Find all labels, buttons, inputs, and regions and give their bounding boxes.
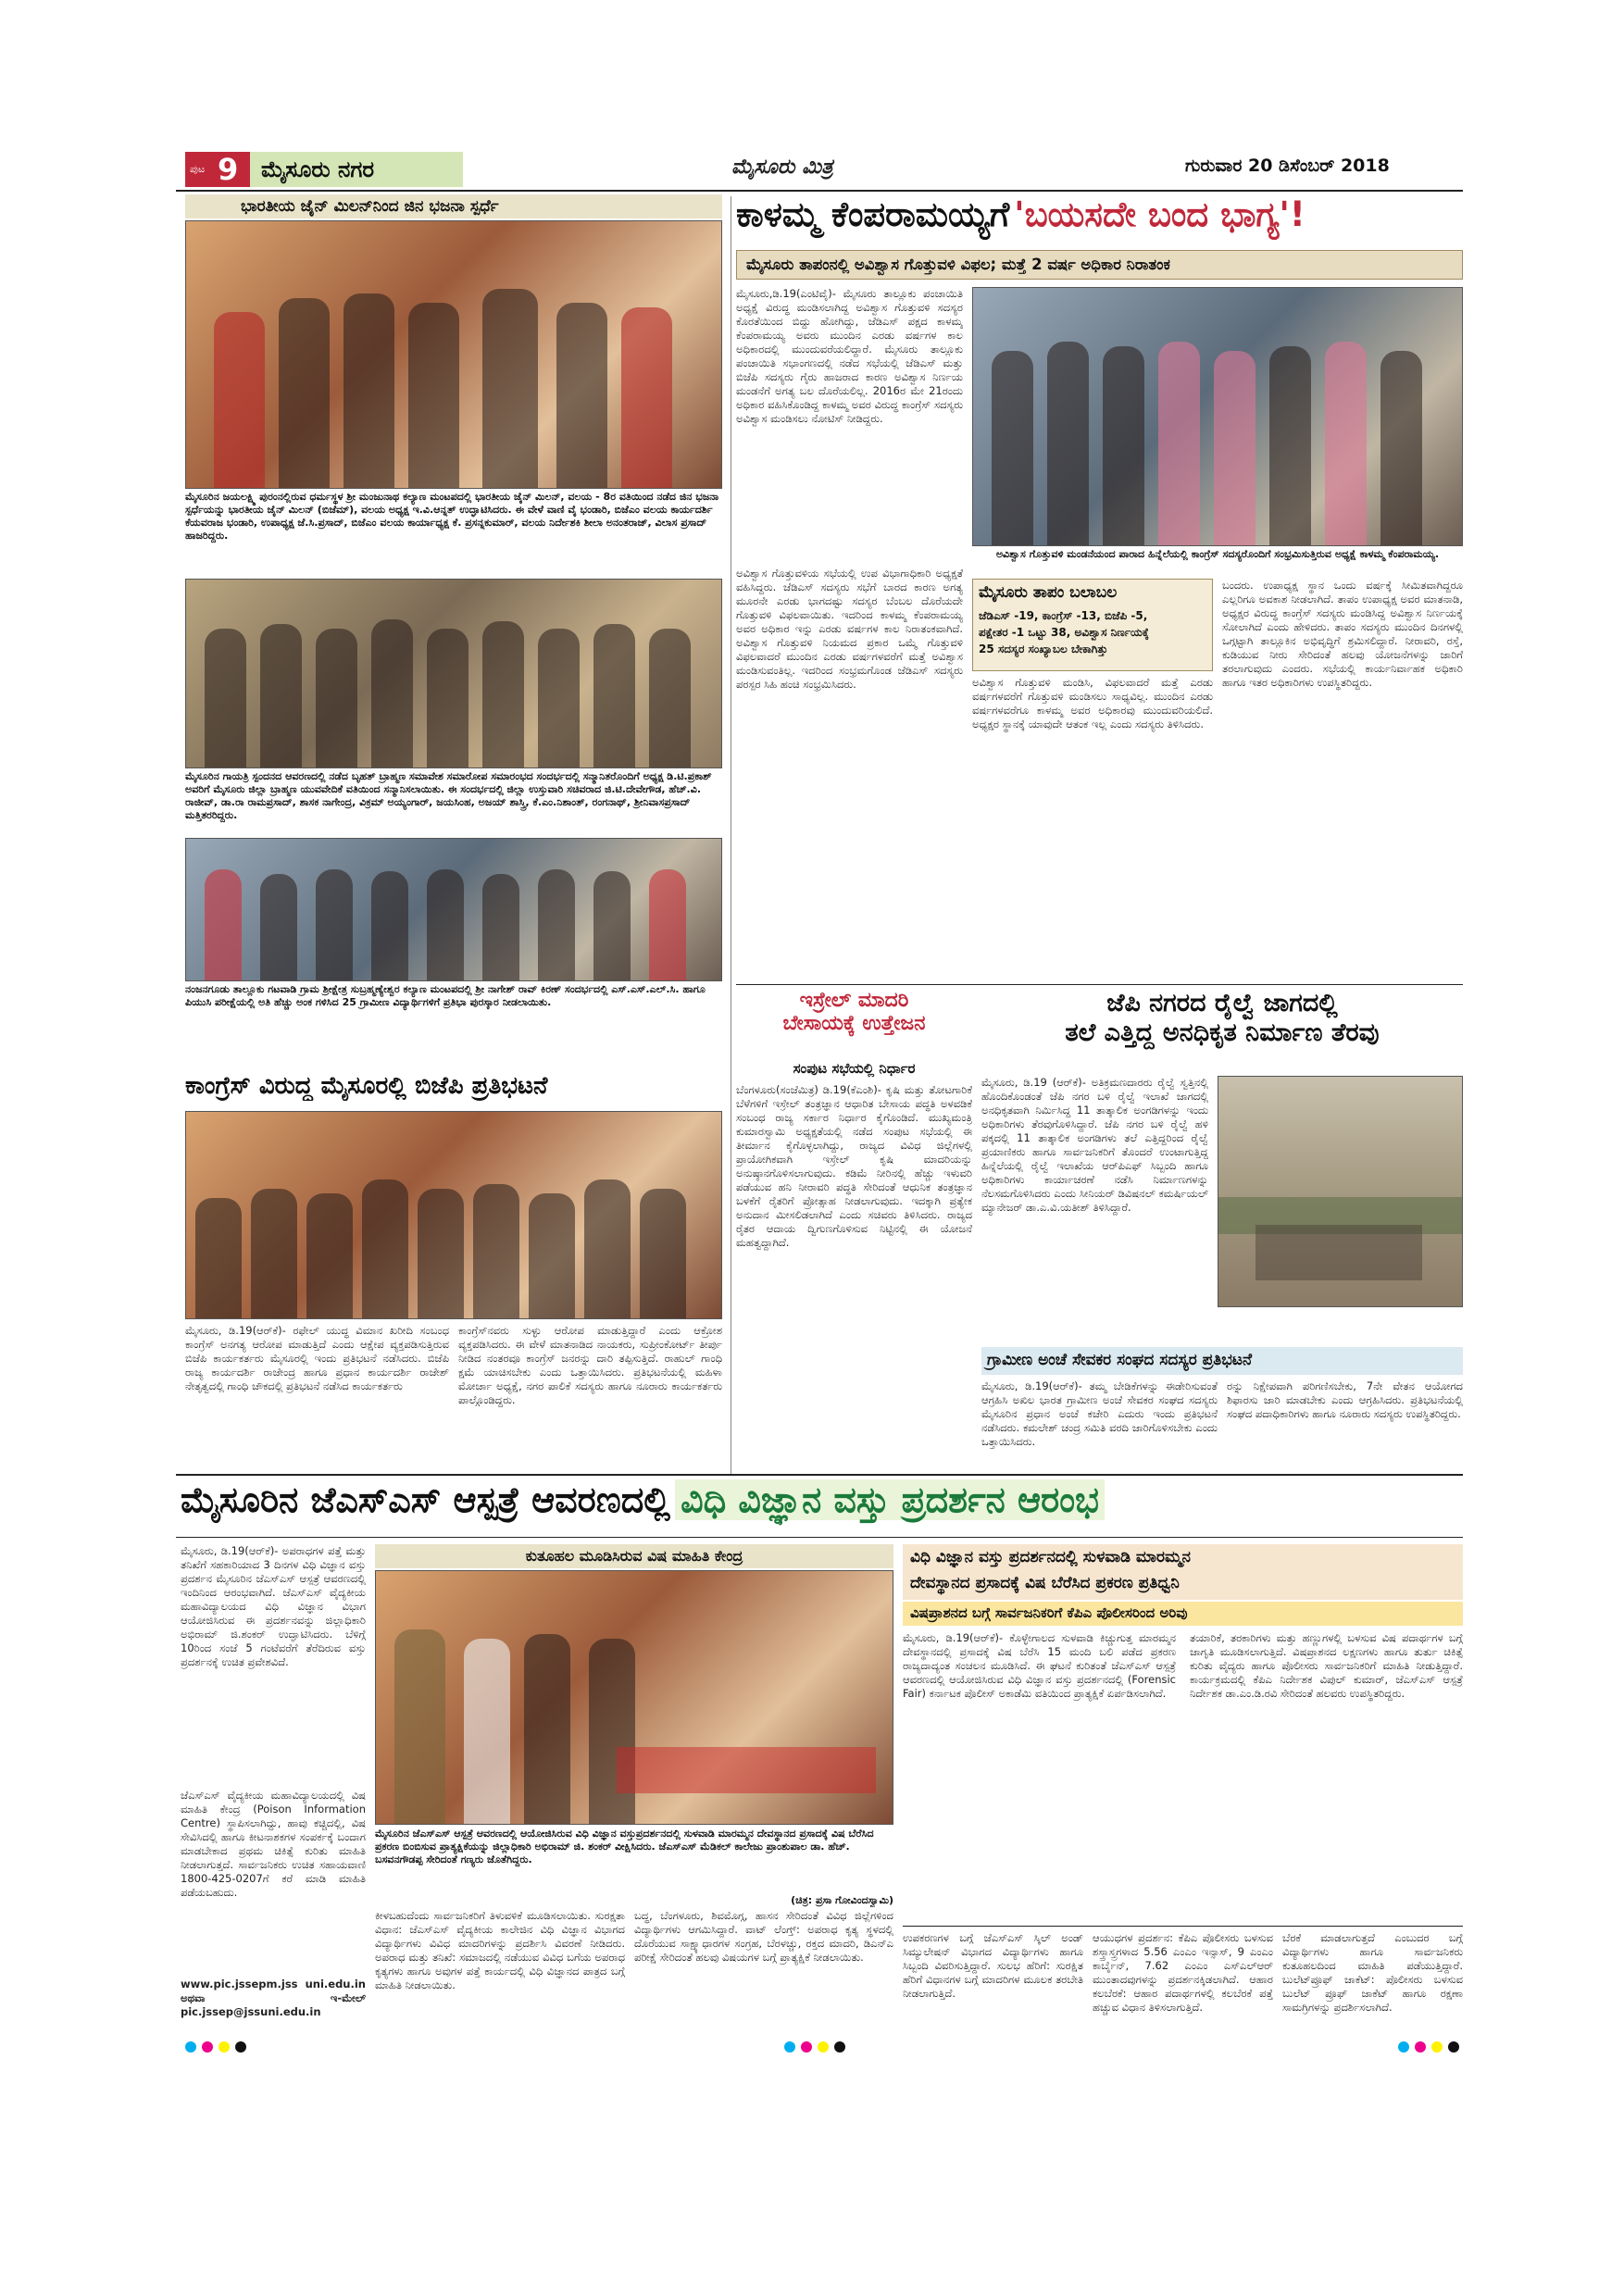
- black-dot: [235, 2041, 246, 2053]
- box-title: ಮೈಸೂರು ತಾಪಂ ಬಲಾಬಲ: [979, 583, 1118, 602]
- israel-headline: ಇಸ್ರೇಲ್ ಮಾದರಿ ಬೇಸಾಯಕ್ಕೆ ಉತ್ತೇಜನ: [782, 989, 926, 1035]
- rural-body-2: ರನ್ನು ನಿಕ್ಷೇಪವಾಗಿ ಪರಿಗಣಿಸಬೇಕು, 7ನೇ ವೇತನ ಆಯೋಗದ ಶಿಫಾರಸು ಜಾರಿ ಮಾಡಬೇಕು ಎಂದು ಆಗ್ರಹಿಸಿದರು. ಪ್ರತಿಭಟನೆಯಲ್ಲಿ ಸಂಘದ ಪದಾಧಿಕಾರಿಗಳು ಹಾಗೂ ನೂರಾರು ಸದಸ್ಯರು ಉಪಸ್ಥಿತರಿದ್ದರು.: [1227, 1379, 1463, 1420]
- magenta-dot: [202, 2041, 213, 2053]
- forensic-body-4: ಬದ್ಧ, ಬೆಂಗಳೂರು, ಶಿವಮೊಗ್ಗ, ಹಾಸನ ಸೇರಿದಂತೆ ವಿವಿಧ ಜಿಲ್ಲೆಗಳಿಂದ ವಿದ್ಯಾರ್ಥಿಗಳು ಆಗಮಿಸಿದ್ದಾರೆ. ವಾಟ್ ಲೆಂಗ್ತ್: ಅಪರಾಧ ಕೃತ್ಯ ಸ್ಥಳದಲ್ಲಿ ದೊರೆಯುವ ಸಾಕ್ಷ್ಯಾಧಾರಗಳ ಸಂಗ್ರಹ, ಬೆರಳಚ್ಚು, ರಕ್ತದ ಮಾದರಿ, ಡಿಎನ್‌ಎ ಪರೀಕ್ಷೆ ಸೇರಿದಂತೆ ಹಲವು ವಿಷಯಗಳ ಬಗ್ಗೆ ಪ್ರಾತ್ಯಕ್ಷಿಕೆ ನೀಡಲಾಯಿತು.: [634, 1909, 893, 1964]
- magenta-dot: [801, 2041, 812, 2053]
- bjp-protest-headline: ಕಾಂಗ್ರೆಸ್ ವಿರುದ್ಧ ಮೈಸೂರಲ್ಲಿ ಬಿಜೆಪಿ ಪ್ರತಿಭಟನೆ: [185, 1072, 548, 1100]
- photo-student-awards: [185, 838, 722, 981]
- lead-body-1: ಮೈಸೂರು,ಡಿ.19(ಎಂಟಿವೈ)- ಮೈಸೂರು ತಾಲ್ಲೂಕು ಪಂಚಾಯಿತಿ ಅಧ್ಯಕ್ಷೆ ವಿರುದ್ಧ ಮಂಡಿಸಲಾಗಿದ್ದ ಅವಿಶ್ವಾಸ ಗೊತ್ತುವಳಿ ಸದಸ್ಯರ ಕೊರತೆಯಿಂದ ಬಿದ್ದು ಹೋಗಿದ್ದು, ಜೆಡಿಎಸ್ ಪಕ್ಷದ ಕಾಳಮ್ಮ ಕೆಂಪರಾಮಯ್ಯ ಅವರು ಮುಂದಿನ ಎರಡು ವರ್ಷಗಳ ಕಾಲ ಅಧಿಕಾರದಲ್ಲಿ ಮುಂದುವರೆಯಲಿದ್ದಾರೆ. ಮೈಸೂರು ತಾಲ್ಲೂಕು ಪಂಚಾಯಿತಿ ಸಭಾಂಗಣದಲ್ಲಿ ನಡೆದ ಸಭೆಯಲ್ಲಿ ಜೆಡಿಎಸ್ ಮತ್ತು ಬಿಜೆಪಿ ಸದಸ್ಯರು ಗೈರು ಹಾಜರಾದ ಕಾರಣ ಅವಿಶ್ವಾಸ ನಿರ್ಣಯ ಮಂಡನೆಗೆ ಅಗತ್ಯ ಬಲ ದೊರೆಯಲಿಲ್ಲ. 2016ರ ಮೇ 21ರಂದು ಅಧಿಕಾರ ವಹಿಸಿಕೊಂಡಿದ್ದ ಕಾಳಮ್ಮ ಅವರ ವಿರುದ್ಧ ಕಾಂಗ್ರೆಸ್ ಸದಸ್ಯರು ಅವಿಶ್ವಾಸ ಮಂಡಿಸಲು ನೋಟಿಸ್ ನೀಡಿದ್ದರು.: [736, 287, 963, 425]
- magenta-dot: [1415, 2041, 1426, 2053]
- photo-kalamma: [972, 287, 1463, 546]
- paper-name: ಮೈಸೂರು ಮಿತ್ರ: [731, 156, 833, 179]
- photo-forensic-exhibit: [375, 1570, 893, 1825]
- caption-jain-bhajan: ಮೈಸೂರಿನ ಜಯಲಕ್ಷ್ಮಿ ಪುರಂನಲ್ಲಿರುವ ಧರ್ಮಸ್ಥಳ ಶ್ರೀ ಮಂಜುನಾಥ ಕಲ್ಯಾಣ ಮಂಟಪದಲ್ಲಿ ಭಾರತೀಯ ಜೈನ್ ಮಿಲನ್, ವಲಯ - 8ರ ವತಿಯಿಂದ ನಡೆದ ಜಿನ ಭಜನಾ ಸ್ಪರ್ಧೆಯನ್ನು ಭಾರತೀಯ ಜೈನ್ ಮಿಲನ್ (ಬಿಜೆಮ್), ವಲಯ ಅಧ್ಯಕ್ಷ ಇ.ವಿ.ಆನ್ನತ್ ಉದ್ಘಾಟಿಸಿದರು. ಈ ವೇಳೆ ವಾಣಿ ವೈ ಭಂಡಾರಿ, ಬಿಜೆಎಂ ವಲಯ ಕಾರ್ಯದರ್ಶಿ ಕೆಯವರಾಜ ಭಂಡಾರಿ, ಉಪಾಧ್ಯಕ್ಷ ಜೆ.ಸಿ.ಪ್ರಸಾದ್, ಬಿಜೆಎಂ ವಲಯ ಕಾರ್ಯಾಧ್ಯಕ್ಷ ಕೆ. ಪ್ರಸನ್ನಕುಮಾರ್, ವಲಯ ನಿರ್ದೇಶಕಿ ಶೀಲಾ ಅನಂತರಾಜ್, ವಿಲಾಸ ಪ್ರಸಾದ್ ಹಾಜರಿದ್ದರು.: [185, 491, 719, 542]
- sulawadi-headline: ವಿಧಿ ವಿಜ್ಞಾನ ವಸ್ತು ಪ್ರದರ್ಶನದಲ್ಲಿ ಸುಳವಾಡಿ ಮಾರಮ್ಮನ ದೇವಸ್ಥಾನದ ಪ್ರಸಾದಕ್ಕೆ ವಿಷ ಬೆರೆಸಿದ ಪ್ರಕರಣ ಪ್ರತಿಧ್ವನಿ: [903, 1544, 1463, 1600]
- sulawadi-body-1: ಮೈಸೂರು, ಡಿ.19(ಆರ್‌ಕೆ)- ಕೊಳ್ಳೇಗಾಲದ ಸುಳವಾಡಿ ಕಿಚ್ಚುಗುತ್ತ ಮಾರಮ್ಮನ ದೇವಸ್ಥಾನದಲ್ಲಿ ಪ್ರಸಾದಕ್ಕೆ ವಿಷ ಬೆರೆಸಿ 15 ಮಂದಿ ಬಲಿ ಪಡೆದ ಪ್ರಕರಣ ರಾಜ್ಯದಾದ್ಯಂತ ಸಂಚಲನ ಮೂಡಿಸಿದೆ. ಈ ಘಟನೆ ಕುರಿತಂತೆ ಜೆಎಸ್‌ಎಸ್ ಆಸ್ಪತ್ರೆ ಆವರಣದಲ್ಲಿ ಆಯೋಜಿಸಿರುವ ವಿಧಿ ವಿಜ್ಞಾನ ವಸ್ತು ಪ್ರದರ್ಶನದಲ್ಲಿ (Forensic Fair) ಕರ್ನಾಟಕ ಪೊಲೀಸ್ ಅಕಾಡೆಮಿ ವತಿಯಿಂದ ಪ್ರಾತ್ಯಕ್ಷಿಕೆ ಏರ್ಪಡಿಸಲಾಗಿದೆ.: [903, 1631, 1176, 1700]
- caption-kalamma: ಅವಿಶ್ವಾಸ ಗೊತ್ತುವಳಿ ಮಂಡನೆಯಂದ ಪಾರಾದ ಹಿನ್ನೆಲೆಯಲ್ಲಿ ಕಾಂಗ್ರೆಸ್ ಸದಸ್ಯರೊಂದಿಗೆ ಸಂಭ್ರಮಿಸುತ್ತಿರುವ ಅಧ್ಯಕ್ಷೆ ಕಾಳಮ್ಮ ಕೆಂಪರಾಮಯ್ಯ.: [995, 548, 1440, 560]
- israel-body: ಬೆಂಗಳೂರು(ಸಂಜೆಮಿತ್ರ) ಡಿ.19(ಕೆಎಂಶಿ)- ಕೃಷಿ ಮತ್ತು ತೋಟಗಾರಿಕೆ ಬೆಳೆಗಳಿಗೆ ಇಸ್ರೇಲ್ ತಂತ್ರಜ್ಞಾನ ಆಧಾರಿತ ಬೇಸಾಯ ಪದ್ಧತಿ ಅಳವಡಿಕೆ ಸಂಬಂಧ ರಾಜ್ಯ ಸರ್ಕಾರ ನಿರ್ಧಾರ ಕೈಗೊಂಡಿದೆ. ಮುಖ್ಯಮಂತ್ರಿ ಕುಮಾರಸ್ವಾಮಿ ಅಧ್ಯಕ್ಷತೆಯಲ್ಲಿ ನಡೆದ ಸಂಪುಟ ಸಭೆಯಲ್ಲಿ ಈ ತೀರ್ಮಾನ ಕೈಗೊಳ್ಳಲಾಗಿದ್ದು, ರಾಜ್ಯದ ವಿವಿಧ ಜಿಲ್ಲೆಗಳಲ್ಲಿ ಪ್ರಾಯೋಗಿಕವಾಗಿ ಇಸ್ರೇಲ್ ಕೃಷಿ ಮಾದರಿಯನ್ನು ಅನುಷ್ಠಾನಗೊಳಿಸಲಾಗುವುದು. ಕಡಿಮೆ ನೀರಿನಲ್ಲಿ ಹೆಚ್ಚು ಇಳುವರಿ ಪಡೆಯುವ ಹನಿ ನೀರಾವರಿ ಪದ್ಧತಿ ಸೇರಿದಂತೆ ಆಧುನಿಕ ತಂತ್ರಜ್ಞಾನ ಬಳಕೆಗೆ ರೈತರಿಗೆ ಪ್ರೋತ್ಸಾಹ ನೀಡಲಾಗುವುದು. ಇದಕ್ಕಾಗಿ ಪ್ರತ್ಯೇಕ ಅನುದಾನ ಮೀಸಲಿಡಲಾಗಿದೆ ಎಂದು ಸಚಿವರು ತಿಳಿಸಿದರು. ರಾಜ್ಯದ ರೈತರ ಆದಾಯ ದ್ವಿಗುಣಗೊಳಿಸುವ ನಿಟ್ಟಿನಲ್ಲಿ ಈ ಯೋಜನೆ ಮಹತ್ವದ್ದಾಗಿದೆ.: [736, 1083, 972, 1249]
- lead-body-3: ಅವಿಶ್ವಾಸ ಗೊತ್ತುವಳಿ ಮಂಡಿಸಿ, ವಿಫಲವಾದರೆ ಮತ್ತೆ ಎರಡು ವರ್ಷಗಳವರೆಗೆ ಗೊತ್ತುವಳಿ ಮಂಡಿಸಲು ಸಾಧ್ಯವಿಲ್ಲ. ಮುಂದಿನ ಎರಡು ವರ್ಷಗಳವರೆಗೂ ಕಾಳಮ್ಮ ಅವರ ಅಧಿಕಾರವು ಮುಂದುವರಿಯಲಿದೆ. ಅಧ್ಯಕ್ಷರ ಸ್ಥಾನಕ್ಕೆ ಯಾವುದೇ ಆತಂಕ ಇಲ್ಲ ಎಂದು ಸದಸ್ಯರು ತಿಳಿಸಿದರು.: [972, 676, 1213, 730]
- jp-nagar-headline: ಜೆಪಿ ನಗರದ ರೈಲ್ವೆ ಜಾಗದಲ್ಲಿ ತಲೆ ಎತ್ತಿದ್ದ ಅನಧಿಕೃತ ನಿರ್ಮಾಣ ತೆರವು: [1065, 989, 1380, 1047]
- photo-brahmin-convention: [185, 579, 722, 768]
- masthead: [176, 148, 1463, 190]
- rural-postal-headline: ಗ್ರಾಮೀಣ ಅಂಚೆ ಸೇವಕರ ಸಂಘದ ಸದಸ್ಯರ ಪ್ರತಿಭಟನೆ: [981, 1347, 1463, 1375]
- jain-milan-heading: ಭಾರತೀಯ ಜೈನ್ ಮಿಲನ್‌ನಿಂದ ಜಿನ ಭಜನಾ ಸ್ಪರ್ಧೆ: [185, 194, 722, 218]
- poison-centre-heading: ಕುತೂಹಲ ಮೂಡಿಸಿರುವ ವಿಷ ಮಾಹಿತಿ ಕೇಂದ್ರ: [375, 1544, 893, 1568]
- tapam-strength-box: [972, 579, 1213, 671]
- israel-subhead: ಸಂಪುಟ ಸಭೆಯಲ್ಲಿ ನಿರ್ಧಾರ: [793, 1060, 916, 1077]
- forensic-banner: ಮೈಸೂರಿನ ಜೆಎಸ್‌ಎಸ್ ಆಸ್ಪತ್ರೆ ಆವರಣದಲ್ಲಿ ವಿಧಿ ವಿಜ್ಞಾನ ವಸ್ತು ಪ್ರದರ್ಶನ ಆರಂಭ: [181, 1479, 1463, 1533]
- page-number: 9: [218, 152, 239, 187]
- black-dot: [1448, 2041, 1459, 2053]
- sulawadi-body-2: ತಯಾರಿಕೆ, ತರಕಾರಿಗಳು ಮತ್ತು ಹಣ್ಣುಗಳಲ್ಲಿ ಬಳಸುವ ವಿಷ ಪದಾರ್ಥಗಳ ಬಗ್ಗೆ ಜಾಗೃತಿ ಮೂಡಿಸಲಾಗುತ್ತಿದೆ. ವಿಷಪ್ರಾಶನದ ಲಕ್ಷಣಗಳು ಹಾಗೂ ತುರ್ತು ಚಿಕಿತ್ಸೆ ಕುರಿತು ವೈದ್ಯರು ಹಾಗೂ ಪೊಲೀಸರು ಸಾರ್ವಜನಿಕರಿಗೆ ಮಾಹಿತಿ ನೀಡುತ್ತಿದ್ದಾರೆ. ಕಾರ್ಯಕ್ರಮದಲ್ಲಿ ಕೆಪಿಎ ನಿರ್ದೇಶಕ ವಿಪುಲ್ ಕುಮಾರ್, ಜೆಎಸ್‌ಎಸ್ ಆಸ್ಪತ್ರೆ ನಿರ್ದೇಶಕ ಡಾ.ಎಂ.ಡಿ.ರವಿ ಸೇರಿದಂತೆ ಹಲವರು ಉಪಸ್ಥಿತರಿದ್ದರು.: [1190, 1631, 1463, 1700]
- forensic-body-3: ಕೀಳಬಹುದೆಂದು ಸಾರ್ವಜನಿಕರಿಗೆ ತಿಳುವಳಿಕೆ ಮೂಡಿಸಲಾಯಿತು. ಸುರಕ್ಷತಾ ವಿಧಾನ: ಜೆಎಸ್‌ಎಸ್ ವೈದ್ಯಕೀಯ ಕಾಲೇಜಿನ ವಿಧಿ ವಿಜ್ಞಾನ ವಿಭಾಗದ ವಿದ್ಯಾರ್ಥಿಗಳು ವಿವಿಧ ಮಾದರಿಗಳನ್ನು ಪ್ರದರ್ಶಿಸಿ ವಿವರಣೆ ನೀಡಿದರು. ಅಪರಾಧ ಮತ್ತು ತನಿಖೆ: ಸಮಾಜದಲ್ಲಿ ನಡೆಯುವ ವಿವಿಧ ಬಗೆಯ ಅಪರಾಧ ಕೃತ್ಯಗಳು ಹಾಗೂ ಅವುಗಳ ಪತ್ತೆ ಕಾರ್ಯದಲ್ಲಿ ವಿಧಿ ವಿಜ್ಞಾನದ ಪಾತ್ರದ ಬಗ್ಗೆ ಮಾಹಿತಿ ನೀಡಲಾಯಿತು.: [375, 1909, 625, 1991]
- forensic-contact: www.pic.jssepm.jss uni.edu.in ಅಥವಾ ಇ-ಮೇಲ್ pic.jssep@jssuni.edu.in: [181, 1978, 366, 2018]
- sulawadi-subhead: ವಿಷಪ್ರಾಶನದ ಬಗ್ಗೆ ಸಾರ್ವಜನಿಕರಿಗೆ ಕೆಪಿಎ ಪೊಲೀಸರಿಂದ ಅರಿವು: [903, 1602, 1463, 1626]
- caption-student-awards: ನಂಜನಗೂಡು ತಾಲ್ಲೂಕು ಗಟವಾಡಿ ಗ್ರಾಮ ಶ್ರೀಕ್ಷೇತ್ರ ಸುಬ್ರಹ್ಮಣ್ಯೇಶ್ವರ ಕಲ್ಯಾಣ ಮಂಟಪದಲ್ಲಿ ಶ್ರೀ ನಾಗೇಶ್ ರಾವ್ ಕಿರಣ್ ಸಂದರ್ಭದಲ್ಲಿ ಎಸ್.ಎಸ್.ಎಲ್.ಸಿ. ಹಾಗೂ ಪಿಯುಸಿ ಪರೀಕ್ಷೆಯಲ್ಲಿ ಅತಿ ಹೆಚ್ಚು ಅಂಕ ಗಳಿಸಿದ 25 ಗ್ರಾಮೀಣ ವಿದ್ಯಾರ್ಥಿಗಳಿಗೆ ಪ್ರತಿಭಾ ಪುರಸ್ಕಾರ ನೀಡಲಾಯಿತು.: [185, 983, 706, 1008]
- black-dot: [834, 2041, 845, 2053]
- photo-credit: (ಚಿತ್ರ: ಪ್ರಸಾ ಗೋವಿಂದಸ್ವಾಮಿ): [791, 1894, 893, 1906]
- issue-date: ಗುರುವಾರ 20 ಡಿಸೆಂಬರ್ 2018: [1185, 156, 1390, 176]
- lead-headline: ಕಾಳಮ್ಮ ಕೆಂಪರಾಮಯ್ಯಗೆ 'ಬಯಸದೇ ಬಂದ ಭಾಗ್ಯ'!: [736, 194, 1305, 234]
- yellow-dot: [1431, 2041, 1443, 2053]
- cyan-dot: [185, 2041, 196, 2053]
- lead-subhead: ಮೈಸೂರು ತಾಪಂನಲ್ಲಿ ಅವಿಶ್ವಾಸ ಗೊತ್ತುವಳಿ ವಿಫಲ; ಮತ್ತೆ 2 ವರ್ಷ ಅಧಿಕಾರ ನಿರಾತಂಕ: [736, 250, 1463, 280]
- sulawadi-bottom-rule: [903, 1926, 1463, 1927]
- masthead-rule: [176, 190, 1463, 192]
- box-line-3: 25 ಸದಸ್ಯರ ಸಂಖ್ಯಾಬಲ ಬೇಕಾಗಿತ್ತು: [979, 643, 1108, 655]
- caption-forensic-exhibit: ಮೈಸೂರಿನ ಜೆಎಸ್‌ಎಸ್ ಆಸ್ಪತ್ರೆ ಆವರಣದಲ್ಲಿ ಆಯೋಜಿಸಿರುವ ವಿಧಿ ವಿಜ್ಞಾನ ವಸ್ತುಪ್ರದರ್ಶನದಲ್ಲಿ ಸುಳವಾಡಿ ಮಾರಮ್ಮನ ದೇವಸ್ಥಾನದ ಪ್ರಸಾದಕ್ಕೆ ವಿಷ ಬೆರೆಸಿದ ಪ್ರಕರಣ ಬಿಂಬಿಸುವ ಪ್ರಾತ್ಯಕ್ಷಿಕೆಯನ್ನು ಜಿಲ್ಲಾಧಿಕಾರಿ ಅಭಿರಾಮ್ ಜಿ. ಶಂಕರ್ ವೀಕ್ಷಿಸಿದರು. ಜೆಎಸ್‌ಎಸ್ ಮೆಡಿಕಲ್ ಕಾಲೇಜು ಪ್ರಾಂಶುಪಾಲ ಡಾ. ಹೆಚ್. ಬಸವನಗೌಡಪ್ಪ ಸೇರಿದಂತೆ ಗಣ್ಯರು ಜೊತೆಗಿದ್ದರು.: [375, 1828, 874, 1866]
- banner-top-rule: [176, 1474, 1463, 1476]
- cyan-dot: [1398, 2041, 1409, 2053]
- banner-bottom-rule: [176, 1537, 1463, 1538]
- photo-railway-land: [1218, 1076, 1463, 1307]
- lead-body-4: ಬಂದರು. ಉಪಾಧ್ಯಕ್ಷ ಸ್ಥಾನ ಒಂದು ವರ್ಷಕ್ಕೆ ಸೀಮಿತವಾಗಿದ್ದರೂ ಎಲ್ಲರಿಗೂ ಅವಕಾಶ ನೀಡಲಾಗಿದೆ. ತಾಪಂ ಉಪಾಧ್ಯಕ್ಷ ಅವರ ಮಾತನಾಡಿ, ಅಧ್ಯಕ್ಷರ ವಿರುದ್ಧ ಕಾಂಗ್ರೆಸ್ ಸದಸ್ಯರು ಮಂಡಿಸಿದ್ದ ಅವಿಶ್ವಾಸ ನಿರ್ಣಯಕ್ಕೆ ಸೋಲಾಗಿದೆ ಎಂದು ಹೇಳಿದರು. ತಾಪಂ ಸದಸ್ಯರು ಮುಂದಿನ ದಿನಗಳಲ್ಲಿ ಒಗ್ಗಟ್ಟಾಗಿ ತಾಲ್ಲೂಕಿನ ಅಭಿವೃದ್ಧಿಗೆ ಶ್ರಮಿಸಲಿದ್ದಾರೆ. ನೀರಾವರಿ, ರಸ್ತೆ, ಕುಡಿಯುವ ನೀರು ಸೇರಿದಂತೆ ಹಲವು ಯೋಜನೆಗಳನ್ನು ಜಾರಿಗೆ ತರಲಾಗುವುದು ಎಂದರು. ಸಭೆಯಲ್ಲಿ ಕಾರ್ಯನಿರ್ವಾಹಕ ಅಧಿಕಾರಿ ಹಾಗೂ ಇತರ ಅಧಿಕಾರಿಗಳು ಉಪಸ್ಥಿತರಿದ್ದರು.: [1222, 579, 1463, 689]
- section-title: ಮೈಸೂರು ನಗರ: [250, 152, 463, 187]
- bjp-body-col1: ಮೈಸೂರು, ಡಿ.19(ಆರ್‌ಕೆ)- ರಫೇಲ್ ಯುದ್ಧ ವಿಮಾನ ಖರೀದಿ ಸಂಬಂಧ ಕಾಂಗ್ರೆಸ್ ಅನಗತ್ಯ ಆರೋಪ ಮಾಡುತ್ತಿದೆ ಎಂದು ಆಕ್ಷೇಪ ವ್ಯಕ್ತಪಡಿಸುತ್ತಿರುವ ಬಿಜೆಪಿ ಕಾರ್ಯಕರ್ತರು ಮೈಸೂರಲ್ಲಿ ಇಂದು ಪ್ರತಿಭಟನೆ ನಡೆಸಿದರು. ಬಿಜೆಪಿ ರಾಜ್ಯ ಕಾರ್ಯದರ್ಶಿ ರಾಜೇಂದ್ರ ಹಾಗೂ ಪ್ರಧಾನ ಕಾರ್ಯದರ್ಶಿ ರಾಜೇಶ್ ನೇತೃತ್ವದಲ್ಲಿ ಗಾಂಧಿ ಚೌಕದಲ್ಲಿ ಪ್ರತಿಭಟನೆ ನಡೆಸಿದ ಕಾರ್ಯಕರ್ತರು: [185, 1324, 449, 1392]
- jp-nagar-body: ಮೈಸೂರು, ಡಿ.19 (ಆರ್‌ಕೆ)- ಅತಿಕ್ರಮಣದಾರರು ರೈಲ್ವೆ ಸ್ವತ್ತಿನಲ್ಲಿ ಹೊಂದಿಕೊಂಡಂತೆ ಜೆಪಿ ನಗರ ಬಳಿ ರೈಲ್ವೆ ಇಲಾಖೆ ಜಾಗದಲ್ಲಿ ಅನಧಿಕೃತವಾಗಿ ನಿರ್ಮಿಸಿದ್ದ 11 ತಾತ್ಕಾಲಿಕ ಅಂಗಡಿಗಳನ್ನು ಇಂದು ಅಧಿಕಾರಿಗಳು ತೆರವುಗೊಳಿಸಿದ್ದಾರೆ. ಜೆಪಿ ನಗರ ಬಳಿ ರೈಲ್ವೆ ಹಳಿ ಪಕ್ಕದಲ್ಲಿ 11 ತಾತ್ಕಾಲಿಕ ಅಂಗಡಿಗಳು ತಲೆ ಎತ್ತಿದ್ದರಿಂದ ರೈಲ್ವೆ ಪ್ರಯಾಣಿಕರು ಹಾಗೂ ಸಾರ್ವಜನಿಕರಿಗೆ ತೊಂದರೆ ಉಂಟಾಗುತ್ತಿದ್ದ ಹಿನ್ನೆಲೆಯಲ್ಲಿ ರೈಲ್ವೆ ಇಲಾಖೆಯ ಆರ್‌ಪಿಎಫ್ ಸಿಬ್ಬಂದಿ ಹಾಗೂ ಅಧಿಕಾರಿಗಳು ಕಾರ್ಯಾಚರಣೆ ನಡೆಸಿ ನಿರ್ಮಾಣಗಳನ್ನು ನೆಲಸಮಗೊಳಿಸಿದರು ಎಂದು ಸೀನಿಯರ್ ಡಿವಿಷನಲ್ ಕಮರ್ಷಿಯಲ್ ಮ್ಯಾನೇಜರ್ ಡಾ.ಎ.ವಿ.ಯತೀಶ್ ತಿಳಿಸಿದ್ದಾರೆ.: [981, 1076, 1208, 1214]
- box-line-2: ಪಕ್ಷೇತರ -1 ಒಟ್ಟು 38, ಅವಿಶ್ವಾಸ ನಿರ್ಣಯಕ್ಕೆ: [979, 626, 1149, 639]
- yellow-dot: [219, 2041, 230, 2053]
- rural-body-1: ಮೈಸೂರು, ಡಿ.19(ಆರ್‌ಕೆ)- ತಮ್ಮ ಬೇಡಿಕೆಗಳನ್ನು ಈಡೇರಿಸುವಂತೆ ಆಗ್ರಹಿಸಿ ಅಖಿಲ ಭಾರತ ಗ್ರಾಮೀಣ ಅಂಚೆ ಸೇವಕರ ಸಂಘದ ಸದಸ್ಯರು ಮೈಸೂರಿನ ಪ್ರಧಾನ ಅಂಚೆ ಕಚೇರಿ ಎದುರು ಇಂದು ಪ್ರತಿಭಟನೆ ನಡೆಸಿದರು. ಕಮಲೇಶ್ ಚಂದ್ರ ಸಮಿತಿ ವರದಿ ಜಾರಿಗೊಳಿಸಬೇಕು ಎಂದು ಒತ್ತಾಯಿಸಿದರು.: [981, 1379, 1218, 1448]
- lead-bottom-rule: [736, 984, 1463, 985]
- box-line-1: ಜೆಡಿಎಸ್ -19, ಕಾಂಗ್ರೆಸ್ -13, ಬಿಜೆಪಿ -5,: [979, 609, 1148, 622]
- forensic-body-2: ಜೆಎಸ್‌ಎಸ್ ವೈದ್ಯಕೀಯ ಮಹಾವಿದ್ಯಾಲಯದಲ್ಲಿ ವಿಷ ಮಾಹಿತಿ ಕೇಂದ್ರ (Poison Information Centre) ಸ್ಥಾಪಿಸಲಾಗಿದ್ದು, ಹಾವು ಕಚ್ಚಿದಲ್ಲಿ, ವಿಷ ಸೇವಿಸಿದಲ್ಲಿ ಹಾಗೂ ಕೀಟನಾಶಕಗಳ ಸಂಪರ್ಕಕ್ಕೆ ಬಂದಾಗ ಮಾಡಬೇಕಾದ ಪ್ರಥಮ ಚಿಕಿತ್ಸೆ ಕುರಿತು ಮಾಹಿತಿ ನೀಡಲಾಗುತ್ತದೆ. ಸಾರ್ವಜನಿಕರು ಉಚಿತ ಸಹಾಯವಾಣಿ 1800-425-0207ಗೆ ಕರೆ ಮಾಡಿ ಮಾಹಿತಿ ಪಡೆಯಬಹುದು.: [181, 1789, 366, 1899]
- photo-jain-bhajan: [185, 220, 722, 489]
- lead-body-2: ಅವಿಶ್ವಾಸ ಗೊತ್ತುವಳಿಯ ಸಭೆಯಲ್ಲಿ ಉಪ ವಿಭಾಗಾಧಿಕಾರಿ ಅಧ್ಯಕ್ಷತೆ ವಹಿಸಿದ್ದರು. ಜೆಡಿಎಸ್ ಸದಸ್ಯರು ಸಭೆಗೆ ಬಾರದ ಕಾರಣ ಅಗತ್ಯ ಮೂರನೇ ಎರಡು ಭಾಗದಷ್ಟು ಸದಸ್ಯರ ಬೆಂಬಲ ದೊರೆಯದೇ ಗೊತ್ತುವಳಿ ವಿಫಲವಾಯಿತು. ಇದರಿಂದ ಕಾಳಮ್ಮ ಕೆಂಪರಾಮಯ್ಯ ಅವರ ಅಧಿಕಾರ ಇನ್ನು ಎರಡು ವರ್ಷಗಳ ಕಾಲ ನಿರಾತಂಕವಾಗಿದೆ. ಅವಿಶ್ವಾಸ ಗೊತ್ತುವಳಿ ನಿಯಮದ ಪ್ರಕಾರ ಒಮ್ಮೆ ಗೊತ್ತುವಳಿ ವಿಫಲವಾದರೆ ಮುಂದಿನ ಎರಡು ವರ್ಷಗಳವರೆಗೆ ಮತ್ತೆ ಅವಿಶ್ವಾಸ ಮಂಡಿಸುವಂತಿಲ್ಲ. ಇದರಿಂದ ಸಂಭ್ರಮಗೊಂಡ ಜೆಡಿಎಸ್ ಸದಸ್ಯರು ಪರಸ್ಪರ ಸಿಹಿ ಹಂಚಿ ಸಂಭ್ರಮಿಸಿದರು.: [736, 567, 963, 691]
- bjp-body-col2: ಕಾಂಗ್ರೆಸ್‌ನವರು ಸುಳ್ಳು ಆರೋಪ ಮಾಡುತ್ತಿದ್ದಾರೆ ಎಂದು ಆಕ್ರೋಶ ವ್ಯಕ್ತಪಡಿಸಿದರು. ಈ ವೇಳೆ ಮಾತನಾಡಿದ ನಾಯಕರು, ಸುಪ್ರೀಂಕೋರ್ಟ್ ತೀರ್ಪು ನೀಡಿದ ನಂತರವೂ ಕಾಂಗ್ರೆಸ್ ಜನರನ್ನು ದಾರಿ ತಪ್ಪಿಸುತ್ತಿದೆ. ರಾಹುಲ್ ಗಾಂಧಿ ಕ್ಷಮೆ ಯಾಚಿಸಬೇಕು ಎಂದು ಒತ್ತಾಯಿಸಿದರು. ಪ್ರತಿಭಟನೆಯಲ್ಲಿ ಮಹಿಳಾ ಮೋರ್ಚಾ ಅಧ್ಯಕ್ಷೆ, ನಗರ ಪಾಲಿಕೆ ಸದಸ್ಯರು ಹಾಗೂ ನೂರಾರು ಕಾರ್ಯಕರ್ತರು ಪಾಲ್ಗೊಂಡಿದ್ದರು.: [458, 1324, 722, 1406]
- forensic-body-1: ಮೈಸೂರು, ಡಿ.19(ಆರ್‌ಕೆ)- ಅಪರಾಧಗಳ ಪತ್ತೆ ಮತ್ತು ತನಿಖೆಗೆ ಸಹಕಾರಿಯಾದ 3 ದಿನಗಳ ವಿಧಿ ವಿಜ್ಞಾನ ವಸ್ತು ಪ್ರದರ್ಶನ ಮೈಸೂರಿನ ಜೆಎಸ್‌ಎಸ್ ಆಸ್ಪತ್ರೆ ಆವರಣದಲ್ಲಿ ಇಂದಿನಿಂದ ಆರಂಭವಾಗಿದೆ. ಜೆಎಸ್‌ಎಸ್ ವೈದ್ಯಕೀಯ ಮಹಾವಿದ್ಯಾಲಯದ ವಿಧಿ ವಿಜ್ಞಾನ ವಿಭಾಗ ಆಯೋಜಿಸಿರುವ ಈ ಪ್ರದರ್ಶನವನ್ನು ಜಿಲ್ಲಾಧಿಕಾರಿ ಅಭಿರಾಮ್ ಜಿ.ಶಂಕರ್ ಉದ್ಘಾಟಿಸಿದರು. ಬೆಳಿಗ್ಗೆ 10ರಿಂದ ಸಂಜೆ 5 ಗಂಟೆವರೆಗೆ ತೆರೆದಿರುವ ವಸ್ತು ಪ್ರದರ್ಶನಕ್ಕೆ ಉಚಿತ ಪ್ರವೇಶವಿದೆ.: [181, 1544, 366, 1668]
- cyan-dot: [784, 2041, 795, 2053]
- page-number-badge: [185, 152, 250, 187]
- bottom-col-1: ಉಪಕರಣಗಳ ಬಗ್ಗೆ ಜೆಎಸ್‌ಎಸ್ ಸ್ಕಿಲ್ ಅಂಡ್ ಸಿಮ್ಯುಲೇಷನ್ ವಿಭಾಗದ ವಿದ್ಯಾರ್ಥಿಗಳು ಹಾಗೂ ಸಿಬ್ಬಂದಿ ವಿವರಿಸುತ್ತಿದ್ದಾರೆ. ಸುಲಭ ಹೆರಿಗೆ: ಸುರಕ್ಷಿತ ಹೆರಿಗೆ ವಿಧಾನಗಳ ಬಗ್ಗೆ ಮಾದರಿಗಳ ಮೂಲಕ ತರಬೇತಿ ನೀಡಲಾಗುತ್ತಿದೆ.: [903, 1931, 1083, 2000]
- page-label: ಪುಟ: [190, 163, 206, 175]
- yellow-dot: [818, 2041, 829, 2053]
- caption-brahmin-convention: ಮೈಸೂರಿನ ಗಾಯತ್ರಿ ಸ್ಪಂದನದ ಆವರಣದಲ್ಲಿ ನಡೆದ ಬೃಹತ್ ಬ್ರಾಹ್ಮಣ ಸಮಾವೇಶ ಸಮಾರೋಪ ಸಮಾರಂಭದ ಸಂದರ್ಭದಲ್ಲಿ ಸನ್ಮಾನಿತರೊಂದಿಗೆ ಅಧ್ಯಕ್ಷ ಡಿ.ಟಿ.ಪ್ರಕಾಶ್ ಅವರಿಗೆ ಮೈಸೂರು ಜಿಲ್ಲಾ ಬ್ರಾಹ್ಮಣ ಯುವವೇದಿಕೆ ವತಿಯಿಂದ ಸನ್ಮಾನಿಸಲಾಯಿತು. ಈ ಸಂದರ್ಭದಲ್ಲಿ ಜಿಲ್ಲಾ ಉಸ್ತುವಾರಿ ಸಚಿವರಾದ ಜಿ.ಟಿ.ದೇವೇಗೌಡ, ಹೆಚ್.ವಿ. ರಾಜೀವ್, ಡಾ.ರಾ ರಾಮಪ್ರಸಾದ್, ಶಾಸಕ ನಾಗೇಂದ್ರ, ವಿಕ್ರಮ್ ಅಯ್ಯಂಗಾರ್, ಜಯಸಿಂಹ, ಅಜಯ್ ಶಾಸ್ತ್ರಿ, ಕೆ.ಎಂ.ನಿಶಾಂತ್, ರಂಗನಾಥ್, ಶ್ರೀನಿವಾಸಪ್ರಸಾದ್ ಮತ್ತಿತರರಿದ್ದರು.: [185, 770, 712, 821]
- bottom-col-3: ಬೆರಕೆ ಮಾಡಲಾಗುತ್ತದೆ ಎಂಬುದರ ಬಗ್ಗೆ ವಿದ್ಯಾರ್ಥಿಗಳು ಹಾಗೂ ಸಾರ್ವಜನಿಕರು ಕುತೂಹಲದಿಂದ ಮಾಹಿತಿ ಪಡೆಯುತ್ತಿದ್ದಾರೆ. ಬುಲೆಟ್‌ಪ್ರೂಫ್ ಜಾಕೆಟ್: ಪೊಲೀಸರು ಬಳಸುವ ಬುಲೆಟ್ ಪ್ರೂಫ್ ಜಾಕೆಟ್ ಹಾಗೂ ರಕ್ಷಣಾ ಸಾಮಗ್ರಿಗಳನ್ನು ಪ್ರದರ್ಶಿಸಲಾಗಿದೆ.: [1282, 1931, 1463, 2014]
- bottom-col-2: ಆಯುಧಗಳ ಪ್ರದರ್ಶನ: ಕೆಪಿಎ ಪೊಲೀಸರು ಬಳಸುವ ಶಸ್ತ್ರಾಸ್ತ್ರಗಳಾದ 5.56 ಎಂಎಂ ಇನ್ಸಾಸ್, 9 ಎಂಎಂ ಕಾರ್ಬೈನ್, 7.62 ಎಂಎಂ ಎಸ್‌ಎಲ್‌ಆರ್ ಮುಂತಾದವುಗಳನ್ನು ಪ್ರದರ್ಶನಕ್ಕಿಡಲಾಗಿದೆ. ಆಹಾರ ಕಲಬೆರಕೆ: ಆಹಾರ ಪದಾರ್ಥಗಳಲ್ಲಿ ಕಲಬೆರಕೆ ಪತ್ತೆ ಹಚ್ಚುವ ವಿಧಾನ ತಿಳಿಸಲಾಗುತ್ತಿದೆ.: [1093, 1931, 1273, 2014]
- photo-bjp-protest: [185, 1111, 722, 1319]
